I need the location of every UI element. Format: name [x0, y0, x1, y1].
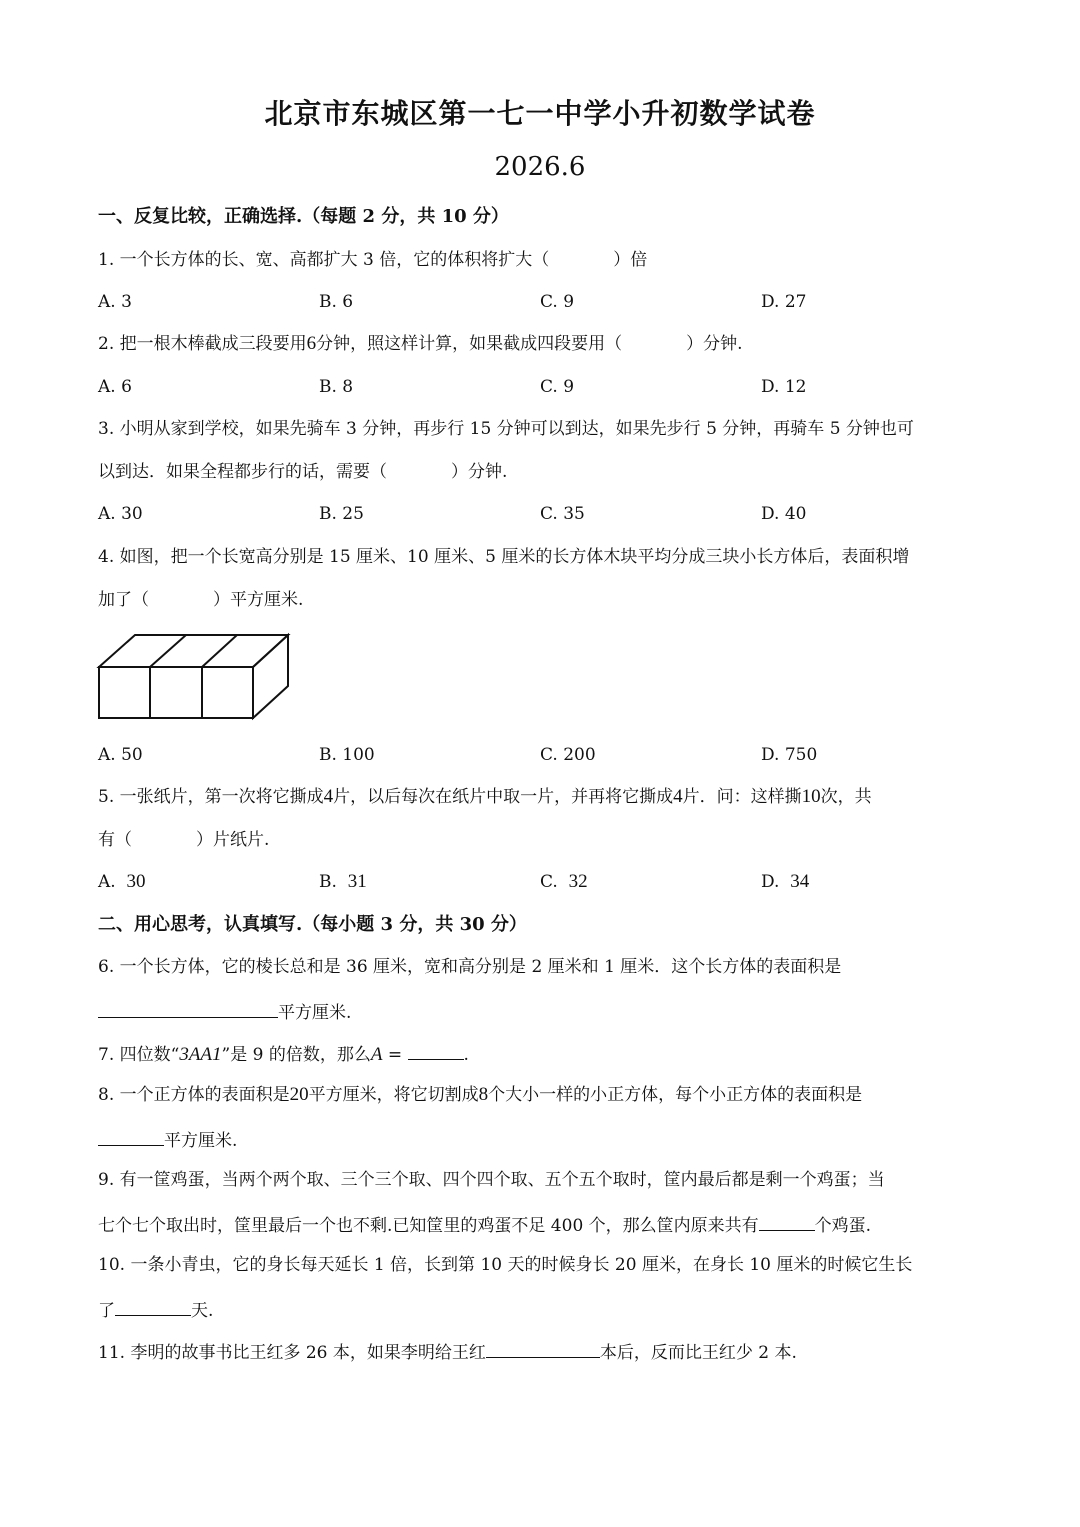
cuboid-side-face — [253, 635, 288, 718]
option-value: 31 — [347, 871, 367, 892]
option-letter: A. — [98, 872, 116, 892]
question-10-line-2 — [98, 1297, 988, 1322]
option-b — [319, 871, 367, 893]
question-7-text: 7. 四位数“ — [98, 1045, 180, 1065]
question-9-line-2 — [98, 1212, 988, 1237]
option-c: C. 9 — [540, 292, 575, 312]
question-6-line-1: 6. 一个长方体，它的棱长总和是 36 厘米，宽和高分别是 2 厘米和 1 厘米．这个长方体的表面积是 — [98, 957, 842, 977]
question-11-text-end: 本后，反而比王红少 2 本. — [599, 1343, 797, 1363]
question-8-text-end: 平方厘米. — [164, 1131, 238, 1151]
question-11-text: 11. 李明的故事书比王红多 26 本，如果李明给王红 — [98, 1343, 486, 1363]
option-a: A. 3 — [98, 292, 132, 312]
question-10-text: 了 — [98, 1301, 115, 1321]
option-b: B. 6 — [319, 292, 354, 312]
option-letter: D. — [761, 872, 780, 892]
question-4-text-end: ）平方厘米. — [213, 590, 304, 610]
question-2-options — [98, 377, 988, 401]
answer-blank[interactable] — [759, 1212, 815, 1231]
answer-blank[interactable] — [115, 1297, 191, 1316]
question-5-text-end: ）片纸片. — [196, 830, 270, 850]
option-d — [761, 871, 809, 893]
option-value: 32 — [568, 871, 588, 892]
cut-line-1-top — [150, 635, 186, 667]
question-4-options — [98, 745, 988, 769]
option-a: A. 6 — [98, 377, 132, 397]
question-5-text: 有（ — [98, 830, 132, 850]
option-d: D. 750 — [761, 745, 818, 765]
answer-blank[interactable] — [98, 1127, 164, 1146]
answer-blank[interactable] — [486, 1339, 600, 1358]
question-3-line-1: 3. 小明从家到学校，如果先骑车 3 分钟，再步行 15 分钟可以到达，如果先步行 5 分钟，再骑车 5 分钟也可 — [98, 419, 914, 439]
exam-date: 2026.6 — [494, 152, 586, 182]
math-variable: A — [370, 1044, 383, 1065]
number-value: 10 — [801, 786, 821, 807]
question-4-text: 加了（ — [98, 590, 149, 610]
question-7-text-end: . — [463, 1045, 469, 1065]
question-2 — [98, 333, 988, 355]
question-10-text-end: 天. — [191, 1301, 214, 1321]
question-5-text-b: 片，以后每次在纸片中取一片，并再将它撕成 — [333, 787, 674, 807]
option-b: B. 25 — [319, 504, 364, 524]
question-5-text-d: 次，共 — [820, 787, 872, 807]
option-d: D. 40 — [761, 504, 807, 524]
option-d: D. 12 — [761, 377, 807, 397]
question-5-text-c: 片．问：这样撕 — [682, 787, 802, 807]
option-d: D. 27 — [761, 292, 807, 312]
question-8-text-a: 8. 一个正方体的表面积是 — [98, 1085, 290, 1105]
option-c: C. 35 — [540, 504, 585, 524]
option-a: A. 50 — [98, 745, 143, 765]
option-a — [98, 871, 146, 893]
question-8-text-c: 个大小一样的小正方体，每个小正方体的表面积是 — [488, 1085, 863, 1105]
option-b: B. 100 — [319, 745, 375, 765]
question-2-text-end: ）分钟. — [686, 334, 743, 354]
question-8-text-b: 平方厘米，将它切割成 — [308, 1085, 479, 1105]
math-expression: 3AA1 — [179, 1044, 222, 1065]
question-2-text-mid: 分钟，照这样计算，如果截成四段要用（ — [316, 334, 623, 354]
answer-blank[interactable] — [408, 1041, 464, 1060]
question-5-line-2 — [98, 829, 988, 851]
question-3-text: 以到达．如果全程都步行的话，需要（ — [98, 462, 387, 482]
section-heading-2: 二、用心思考，认真填写.（每小题 3 分，共 30 分） — [98, 914, 527, 935]
question-1-text-end: ）倍 — [613, 250, 648, 270]
option-c — [540, 871, 588, 893]
question-6-line-2 — [98, 999, 988, 1024]
question-3-text-end: ）分钟. — [451, 462, 508, 482]
question-1-options — [98, 292, 988, 316]
question-3-options — [98, 504, 988, 528]
cut-line-2-top — [202, 635, 237, 667]
option-c: C. 9 — [540, 377, 575, 397]
question-2-text: 2. 把一根木棒截成三段要用 — [98, 334, 307, 354]
question-11 — [98, 1339, 988, 1364]
equals-sign: = — [382, 1045, 408, 1065]
cuboid-front-face — [99, 667, 253, 718]
question-4-line-2 — [98, 589, 988, 611]
question-1-text: 1. 一个长方体的长、宽、高都扩大 3 倍，它的体积将扩大（ — [98, 250, 550, 270]
number-value: 4 — [673, 786, 683, 807]
question-7 — [98, 1041, 988, 1066]
option-a: A. 30 — [98, 504, 143, 524]
number-value: 20 — [289, 1084, 309, 1105]
option-b: B. 8 — [319, 377, 354, 397]
page-title: 北京市东城区第一七一中学小升初数学试卷 — [264, 97, 816, 130]
section-heading-1: 一、反复比较，正确选择.（每题 2 分，共 10 分） — [98, 206, 509, 227]
question-9-text: 七个七个取出时，筐里最后一个也不剩.已知筐里的鸡蛋不足 400 个，那么筐内原来共有 — [98, 1216, 759, 1236]
question-1 — [98, 249, 988, 271]
question-9-text-end: 个鸡蛋. — [814, 1216, 872, 1236]
option-c: C. 200 — [540, 745, 596, 765]
option-letter: C. — [540, 872, 558, 892]
cuboid-figure — [96, 630, 296, 722]
number-value: 4 — [323, 786, 334, 807]
question-10-line-1: 10. 一条小青虫，它的身长每天延长 1 倍，长到第 10 天的时候身长 20 厘米，在身长 10 厘米的时候它生长 — [98, 1255, 913, 1275]
number-value: 8 — [478, 1084, 489, 1105]
question-4-line-1: 4. 如图，把一个长宽高分别是 15 厘米、10 厘米、5 厘米的长方体木块平均分成三块小长方体后，表面积增 — [98, 547, 910, 567]
question-3-line-2 — [98, 461, 988, 483]
question-9-line-1: 9. 有一筐鸡蛋，当两个两个取、三个三个取、四个四个取、五个五个取时，筐内最后都是剩一个鸡蛋；当 — [98, 1170, 885, 1190]
question-7-text-mid: ”是 9 的倍数，那么 — [221, 1045, 371, 1065]
option-letter: B. — [319, 872, 337, 892]
option-value: 30 — [126, 871, 146, 892]
question-5-line-1 — [98, 786, 988, 808]
question-5-text-a: 5. 一张纸片，第一次将它撕成 — [98, 787, 324, 807]
question-5-options — [98, 871, 988, 895]
question-8-line-1 — [98, 1084, 988, 1106]
question-6-text-end: 平方厘米. — [278, 1003, 352, 1023]
question-8-line-2 — [98, 1127, 988, 1152]
option-value: 34 — [790, 871, 810, 892]
number-value: 6 — [306, 333, 317, 354]
answer-blank[interactable] — [98, 999, 278, 1018]
